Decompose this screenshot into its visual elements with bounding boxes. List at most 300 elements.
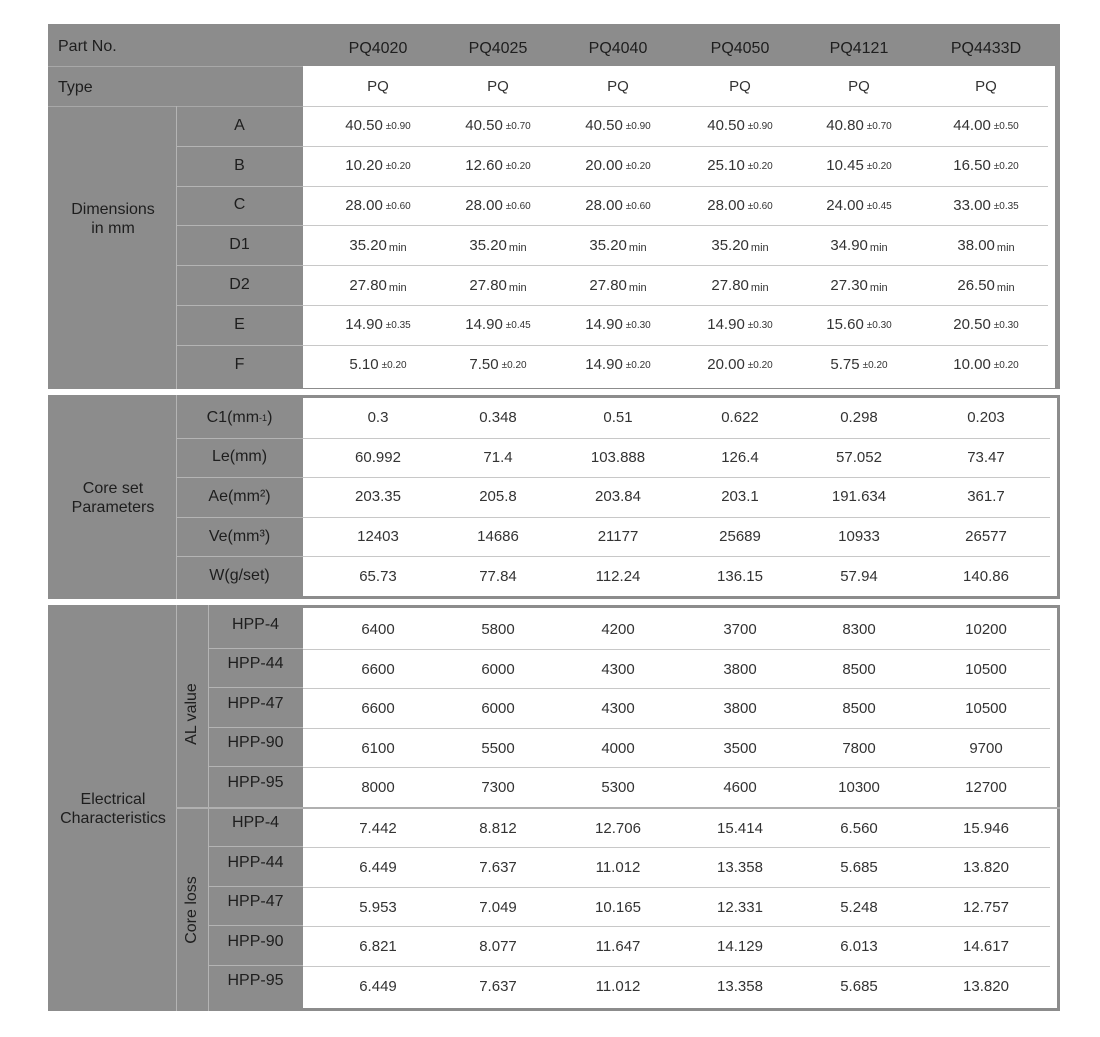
dimension-tolerance: min bbox=[996, 242, 1015, 255]
core-set-cell: 0.203 bbox=[967, 409, 1005, 427]
dimension-tolerance: ±0.20 bbox=[993, 161, 1019, 173]
part-number-header: PQ4121 bbox=[829, 40, 889, 57]
electrical-row-label: HPP-47 bbox=[227, 893, 284, 911]
core-set-row-label bbox=[176, 556, 303, 596]
electrical-cell: 10300 bbox=[838, 779, 880, 797]
electrical-row bbox=[303, 807, 1057, 847]
electrical-cell: 8.077 bbox=[479, 938, 517, 956]
dimension-value: 10.45 bbox=[826, 157, 864, 175]
dimension-cell bbox=[927, 345, 1045, 385]
dimension-tolerance: ±0.20 bbox=[625, 360, 651, 372]
electrical-cell: 6600 bbox=[361, 700, 395, 718]
dimension-tolerance: ±0.30 bbox=[747, 320, 773, 332]
dimension-value: 15.60 bbox=[826, 316, 864, 334]
core-set-group-label bbox=[48, 479, 178, 517]
electrical-cell: 8000 bbox=[361, 779, 395, 797]
electrical-cell: 15.414 bbox=[717, 819, 763, 837]
electrical-cell: 4300 bbox=[601, 700, 635, 718]
dimension-value: 25.10 bbox=[707, 157, 745, 175]
dimension-row bbox=[303, 186, 1055, 226]
dimension-cell bbox=[559, 146, 677, 186]
dimension-value: 33.00 bbox=[953, 196, 991, 214]
dimension-cell bbox=[800, 225, 918, 265]
electrical-cell: 11.012 bbox=[595, 977, 641, 995]
core-set-cell: 203.35 bbox=[355, 488, 401, 506]
dimension-tolerance: ±0.90 bbox=[625, 121, 651, 133]
dimension-value: 40.80 bbox=[826, 117, 864, 135]
dimension-value: 35.20 bbox=[711, 236, 749, 254]
dimension-cell bbox=[927, 186, 1045, 226]
dimension-value: 5.75 bbox=[830, 356, 860, 374]
dimension-tolerance: ±0.30 bbox=[866, 320, 892, 332]
electrical-row bbox=[303, 846, 1057, 886]
dimension-cell bbox=[319, 265, 437, 305]
core-set-cell: 136.15 bbox=[717, 567, 763, 585]
dimensions-table bbox=[48, 24, 1060, 389]
dimension-cell bbox=[439, 225, 557, 265]
part-no-label: Part No. bbox=[58, 38, 117, 55]
dimension-cell bbox=[800, 265, 918, 305]
part-number-header: PQ4040 bbox=[588, 40, 648, 57]
core-set-cell: 77.84 bbox=[479, 567, 517, 585]
dimension-cell bbox=[319, 305, 437, 345]
dimension-tolerance: min bbox=[750, 282, 769, 295]
dimension-value: 27.80 bbox=[349, 276, 387, 294]
dimension-value: 28.00 bbox=[465, 196, 503, 214]
electrical-cell: 11.012 bbox=[595, 859, 641, 877]
dimension-cell bbox=[439, 106, 557, 146]
dimension-cell bbox=[319, 186, 437, 226]
dimension-row bbox=[303, 146, 1055, 186]
core-set-cell: 205.8 bbox=[479, 488, 517, 506]
core-set-row-label bbox=[176, 438, 303, 478]
electrical-cell: 11.647 bbox=[595, 938, 641, 956]
electrical-cell: 3800 bbox=[723, 700, 757, 718]
electrical-cell: 4300 bbox=[601, 660, 635, 678]
dimension-value: 35.20 bbox=[469, 236, 507, 254]
dimension-cell bbox=[439, 186, 557, 226]
electrical-cell: 4600 bbox=[723, 779, 757, 797]
type-row bbox=[303, 66, 1055, 106]
core-set-row bbox=[303, 517, 1057, 557]
dimension-value: 14.90 bbox=[465, 316, 503, 334]
core-set-row bbox=[303, 398, 1057, 438]
dimension-value: 24.00 bbox=[826, 196, 864, 214]
core-set-cell: 126.4 bbox=[721, 448, 759, 466]
group-label-line: Parameters bbox=[71, 499, 155, 516]
dimension-value: 14.90 bbox=[585, 316, 623, 334]
electrical-cell: 6.449 bbox=[359, 977, 397, 995]
core-set-cell: 21177 bbox=[597, 528, 639, 546]
dimension-value: 38.00 bbox=[957, 236, 995, 254]
type-cell: PQ bbox=[487, 77, 509, 95]
type-cell: PQ bbox=[729, 77, 751, 95]
electrical-row bbox=[303, 608, 1057, 648]
electrical-cell: 6000 bbox=[481, 660, 515, 678]
electrical-cell: 7.049 bbox=[479, 898, 517, 916]
dimension-tolerance: ±0.20 bbox=[501, 360, 527, 372]
dimension-tolerance: min bbox=[388, 242, 407, 255]
dimension-tolerance: min bbox=[750, 242, 769, 255]
al-value-label: AL value bbox=[183, 683, 200, 745]
core-set-cell: 65.73 bbox=[359, 567, 397, 585]
electrical-cell: 13.358 bbox=[717, 859, 763, 877]
electrical-cell: 5.685 bbox=[840, 859, 878, 877]
core-set-cell: 0.622 bbox=[721, 409, 759, 427]
dimension-value: 28.00 bbox=[345, 196, 383, 214]
dimension-value: 12.60 bbox=[465, 157, 503, 175]
dimension-cell bbox=[439, 265, 557, 305]
core-set-cell: 60.992 bbox=[355, 448, 401, 466]
dimension-value: 7.50 bbox=[469, 356, 499, 374]
electrical-cell: 7.637 bbox=[479, 977, 517, 995]
dimension-row bbox=[303, 345, 1055, 385]
electrical-row bbox=[303, 886, 1057, 926]
dimensions-group-label bbox=[48, 200, 178, 238]
part-number-header: PQ4025 bbox=[468, 40, 528, 57]
dimension-cell bbox=[559, 186, 677, 226]
electrical-cell: 13.820 bbox=[963, 859, 1009, 877]
dimension-value: 14.90 bbox=[707, 316, 745, 334]
dimension-tolerance: ±0.20 bbox=[385, 161, 411, 173]
dimension-row-label: C bbox=[233, 196, 246, 214]
electrical-cell: 6400 bbox=[361, 621, 395, 639]
dimension-tolerance: ±0.35 bbox=[385, 320, 411, 332]
dimension-tolerance: ±0.20 bbox=[747, 360, 773, 372]
core-set-cell: 10933 bbox=[838, 528, 880, 546]
electrical-row bbox=[303, 965, 1057, 1005]
dimension-tolerance: ±0.20 bbox=[747, 161, 773, 173]
dimension-tolerance: min bbox=[628, 282, 647, 295]
electrical-group-label bbox=[48, 790, 178, 828]
electrical-cell: 5.953 bbox=[359, 898, 397, 916]
dimension-cell bbox=[559, 305, 677, 345]
electrical-row bbox=[303, 727, 1057, 767]
dimension-row-label: B bbox=[234, 156, 245, 174]
core-set-cell: 57.052 bbox=[836, 448, 882, 466]
dimension-value: 44.00 bbox=[953, 117, 991, 135]
dimension-tolerance: min bbox=[388, 282, 407, 295]
dimension-cell bbox=[559, 106, 677, 146]
dimension-cell bbox=[800, 146, 918, 186]
electrical-cell: 9700 bbox=[969, 739, 1003, 757]
dimension-tolerance: ±0.20 bbox=[862, 360, 888, 372]
dimension-cell bbox=[927, 146, 1045, 186]
dimension-tolerance: ±0.35 bbox=[993, 200, 1019, 212]
electrical-cell: 10200 bbox=[965, 621, 1007, 639]
type-label: Type bbox=[58, 79, 93, 96]
core-set-label-text: Ve(mm³) bbox=[208, 527, 271, 545]
dimension-tolerance: ±0.20 bbox=[625, 161, 651, 173]
core-set-row-label bbox=[176, 398, 303, 438]
dimension-value: 35.20 bbox=[589, 236, 627, 254]
electrical-row-label: HPP-95 bbox=[227, 773, 284, 791]
dimension-tolerance: ±0.30 bbox=[625, 320, 651, 332]
core-set-row-label bbox=[176, 477, 303, 517]
dimension-value: 35.20 bbox=[349, 236, 387, 254]
dimension-value: 28.00 bbox=[707, 196, 745, 214]
dimension-row bbox=[303, 305, 1055, 345]
part-number-header: PQ4433D bbox=[950, 40, 1022, 57]
electrical-cell: 6.013 bbox=[840, 938, 878, 956]
electrical-cell: 6000 bbox=[481, 700, 515, 718]
dimension-row bbox=[303, 265, 1055, 305]
dimension-cell bbox=[800, 106, 918, 146]
dimensions-values bbox=[303, 66, 1055, 388]
dimension-row-label: D2 bbox=[229, 276, 250, 294]
electrical-table bbox=[48, 605, 1060, 1011]
dimension-cell bbox=[319, 146, 437, 186]
core-set-cell: 0.3 bbox=[367, 409, 389, 427]
core-set-cell: 71.4 bbox=[483, 448, 513, 466]
type-cell: PQ bbox=[607, 77, 629, 95]
dimension-cell bbox=[559, 345, 677, 385]
electrical-row-label: HPP-4 bbox=[231, 814, 280, 832]
core-set-cell: 14686 bbox=[477, 528, 519, 546]
electrical-cell: 14.129 bbox=[717, 938, 763, 956]
dimension-cell bbox=[681, 106, 799, 146]
dimension-value: 27.80 bbox=[469, 276, 507, 294]
core-set-cell: 140.86 bbox=[963, 567, 1009, 585]
electrical-cell: 10.165 bbox=[595, 898, 641, 916]
electrical-cell: 14.617 bbox=[963, 938, 1009, 956]
electrical-cell: 12700 bbox=[965, 779, 1007, 797]
core-set-cell: 203.1 bbox=[721, 488, 759, 506]
dimension-value: 27.80 bbox=[711, 276, 749, 294]
core-set-cell: 191.634 bbox=[831, 488, 887, 506]
core-set-cell: 57.94 bbox=[840, 567, 878, 585]
dimension-value: 20.50 bbox=[953, 316, 991, 334]
dimension-cell bbox=[681, 265, 799, 305]
electrical-row-label: HPP-95 bbox=[227, 972, 284, 990]
dimension-tolerance: min bbox=[508, 242, 527, 255]
dimension-tolerance: min bbox=[996, 282, 1015, 295]
dimension-cell bbox=[800, 345, 918, 385]
electrical-cell: 5.685 bbox=[840, 977, 878, 995]
dimension-row bbox=[303, 225, 1055, 265]
electrical-cell: 6600 bbox=[361, 660, 395, 678]
electrical-cell: 3500 bbox=[723, 739, 757, 757]
core-set-cell: 25689 bbox=[719, 528, 761, 546]
electrical-row-label: HPP-44 bbox=[227, 655, 284, 673]
dimension-cell bbox=[681, 305, 799, 345]
dimension-tolerance: ±0.30 bbox=[993, 320, 1019, 332]
core-set-label-text: Le(mm) bbox=[211, 448, 268, 466]
electrical-cell: 13.820 bbox=[963, 977, 1009, 995]
electrical-cell: 8300 bbox=[842, 621, 876, 639]
dimension-cell bbox=[800, 186, 918, 226]
dimension-cell bbox=[439, 146, 557, 186]
core-set-row-label bbox=[176, 517, 303, 557]
electrical-row bbox=[303, 687, 1057, 727]
dimension-cell bbox=[681, 146, 799, 186]
electrical-cell: 15.946 bbox=[963, 819, 1009, 837]
dimension-cell bbox=[927, 265, 1045, 305]
dimension-tolerance: min bbox=[869, 242, 888, 255]
core-set-cell: 0.298 bbox=[840, 409, 878, 427]
part-number-header: PQ4050 bbox=[710, 40, 770, 57]
dimension-value: 40.50 bbox=[707, 117, 745, 135]
dimension-tolerance: ±0.45 bbox=[866, 200, 892, 212]
dimension-value: 10.20 bbox=[345, 157, 383, 175]
electrical-cell: 10500 bbox=[965, 700, 1007, 718]
core-set-cell: 0.51 bbox=[603, 409, 633, 427]
electrical-row-label: HPP-44 bbox=[227, 853, 284, 871]
part-number-header: PQ4020 bbox=[348, 40, 408, 57]
group-label-line: Dimensions bbox=[71, 201, 155, 218]
dimension-tolerance: ±0.70 bbox=[866, 121, 892, 133]
core-set-cell: 103.888 bbox=[590, 448, 646, 466]
dimension-tolerance: ±0.45 bbox=[505, 320, 531, 332]
electrical-cell: 8.812 bbox=[479, 819, 517, 837]
dimension-row bbox=[303, 106, 1055, 146]
dimension-tolerance: ±0.60 bbox=[625, 200, 651, 212]
core-set-values bbox=[303, 398, 1057, 596]
group-label-line: Electrical bbox=[80, 791, 146, 808]
type-cell: PQ bbox=[975, 77, 997, 95]
electrical-row bbox=[303, 766, 1057, 806]
electrical-row-label: HPP-90 bbox=[227, 932, 284, 950]
dimension-cell bbox=[681, 345, 799, 385]
electrical-cell: 3700 bbox=[723, 621, 757, 639]
electrical-row-label: HPP-47 bbox=[227, 694, 284, 712]
dimension-value: 40.50 bbox=[465, 117, 503, 135]
electrical-cell: 6.560 bbox=[840, 819, 878, 837]
electrical-row-label: HPP-90 bbox=[227, 734, 284, 752]
dimension-tolerance: min bbox=[508, 282, 527, 295]
dimension-value: 14.90 bbox=[345, 316, 383, 334]
dimension-tolerance: ±0.60 bbox=[385, 200, 411, 212]
dimension-value: 14.90 bbox=[585, 356, 623, 374]
dimension-tolerance: min bbox=[628, 242, 647, 255]
divider bbox=[48, 66, 303, 67]
core-set-cell: 12403 bbox=[357, 528, 399, 546]
dimension-value: 40.50 bbox=[585, 117, 623, 135]
core-set-label-text: W(g/set) bbox=[209, 567, 270, 585]
dimension-cell bbox=[319, 106, 437, 146]
dimension-tolerance: ±0.20 bbox=[866, 161, 892, 173]
core-set-row bbox=[303, 438, 1057, 478]
electrical-cell: 5500 bbox=[481, 739, 515, 757]
core-set-label-end: ) bbox=[267, 408, 273, 426]
electrical-cell: 6100 bbox=[361, 739, 395, 757]
core-set-cell: 73.47 bbox=[967, 448, 1005, 466]
core-set-cell: 26577 bbox=[965, 528, 1007, 546]
core-set-cell: 361.7 bbox=[967, 488, 1005, 506]
dimension-row-label: D1 bbox=[229, 236, 250, 254]
dimension-tolerance: ±0.20 bbox=[993, 360, 1019, 372]
electrical-cell: 4200 bbox=[601, 621, 635, 639]
dimension-cell bbox=[681, 225, 799, 265]
core-set-row bbox=[303, 477, 1057, 517]
dimension-cell bbox=[439, 345, 557, 385]
electrical-cell: 12.757 bbox=[963, 898, 1009, 916]
electrical-cell: 8500 bbox=[842, 700, 876, 718]
core-set-cell: 112.24 bbox=[595, 567, 641, 585]
dimension-row-label: A bbox=[234, 116, 245, 134]
dimension-tolerance: ±0.90 bbox=[747, 121, 773, 133]
dimension-tolerance: ±0.20 bbox=[381, 360, 407, 372]
dimension-cell bbox=[927, 225, 1045, 265]
electrical-row-label: HPP-4 bbox=[231, 615, 280, 633]
dimension-cell bbox=[800, 305, 918, 345]
dimension-tolerance: ±0.60 bbox=[505, 200, 531, 212]
dimension-cell bbox=[559, 265, 677, 305]
electrical-cell: 13.358 bbox=[717, 977, 763, 995]
type-cell: PQ bbox=[848, 77, 870, 95]
electrical-cell: 5300 bbox=[601, 779, 635, 797]
electrical-cell: 5.248 bbox=[840, 898, 878, 916]
group-label-line: Core set bbox=[82, 480, 144, 497]
electrical-row bbox=[303, 925, 1057, 965]
dimension-tolerance: ±0.50 bbox=[993, 121, 1019, 133]
dimension-value: 27.30 bbox=[830, 276, 868, 294]
dimension-value: 26.50 bbox=[957, 276, 995, 294]
electrical-cell: 10500 bbox=[965, 660, 1007, 678]
electrical-cell: 8500 bbox=[842, 660, 876, 678]
electrical-cell: 6.821 bbox=[359, 938, 397, 956]
electrical-cell: 3800 bbox=[723, 660, 757, 678]
core-set-label-text: Ae(mm²) bbox=[208, 487, 271, 505]
dimension-tolerance: ±0.70 bbox=[505, 121, 531, 133]
electrical-row bbox=[303, 648, 1057, 688]
dimension-cell bbox=[927, 305, 1045, 345]
core-set-label-sup: -1 bbox=[259, 412, 268, 423]
electrical-cell: 7800 bbox=[842, 739, 876, 757]
dimension-cell bbox=[927, 106, 1045, 146]
core-set-cell: 203.84 bbox=[595, 488, 641, 506]
group-label-line: Characteristics bbox=[60, 810, 166, 827]
dimension-value: 40.50 bbox=[345, 117, 383, 135]
electrical-cell: 7300 bbox=[481, 779, 515, 797]
dimension-value: 20.00 bbox=[707, 356, 745, 374]
dimension-row-label: E bbox=[234, 315, 245, 333]
dimension-tolerance: ±0.60 bbox=[747, 200, 773, 212]
electrical-cell: 7.637 bbox=[479, 859, 517, 877]
electrical-values bbox=[303, 608, 1057, 1008]
core-set-label-text: C1(mm bbox=[206, 408, 260, 426]
dimension-value: 5.10 bbox=[349, 356, 379, 374]
electrical-cell: 7.442 bbox=[359, 819, 397, 837]
core-loss-label: Core loss bbox=[183, 876, 200, 944]
dimension-value: 20.00 bbox=[585, 157, 623, 175]
group-label-line: in mm bbox=[91, 220, 135, 237]
electrical-cell: 4000 bbox=[601, 739, 635, 757]
dimension-value: 28.00 bbox=[585, 196, 623, 214]
dimension-value: 16.50 bbox=[953, 157, 991, 175]
dimension-tolerance: min bbox=[869, 282, 888, 295]
core-set-cell: 0.348 bbox=[479, 409, 517, 427]
electrical-cell: 12.706 bbox=[595, 819, 641, 837]
dimension-value: 27.80 bbox=[589, 276, 627, 294]
dimension-cell bbox=[681, 186, 799, 226]
dimension-value: 34.90 bbox=[830, 236, 868, 254]
type-cell: PQ bbox=[367, 77, 389, 95]
core-set-row bbox=[303, 556, 1057, 596]
electrical-cell: 5800 bbox=[481, 621, 515, 639]
dimension-cell bbox=[439, 305, 557, 345]
dimension-row-label: F bbox=[234, 355, 245, 373]
dimension-tolerance: ±0.90 bbox=[385, 121, 411, 133]
electrical-cell: 12.331 bbox=[717, 898, 763, 916]
electrical-cell: 6.449 bbox=[359, 859, 397, 877]
dimension-cell bbox=[559, 225, 677, 265]
dimension-tolerance: ±0.20 bbox=[505, 161, 531, 173]
dimension-value: 10.00 bbox=[953, 356, 991, 374]
dimension-cell bbox=[319, 345, 437, 385]
core-set-table bbox=[48, 395, 1060, 599]
dimension-cell bbox=[319, 225, 437, 265]
